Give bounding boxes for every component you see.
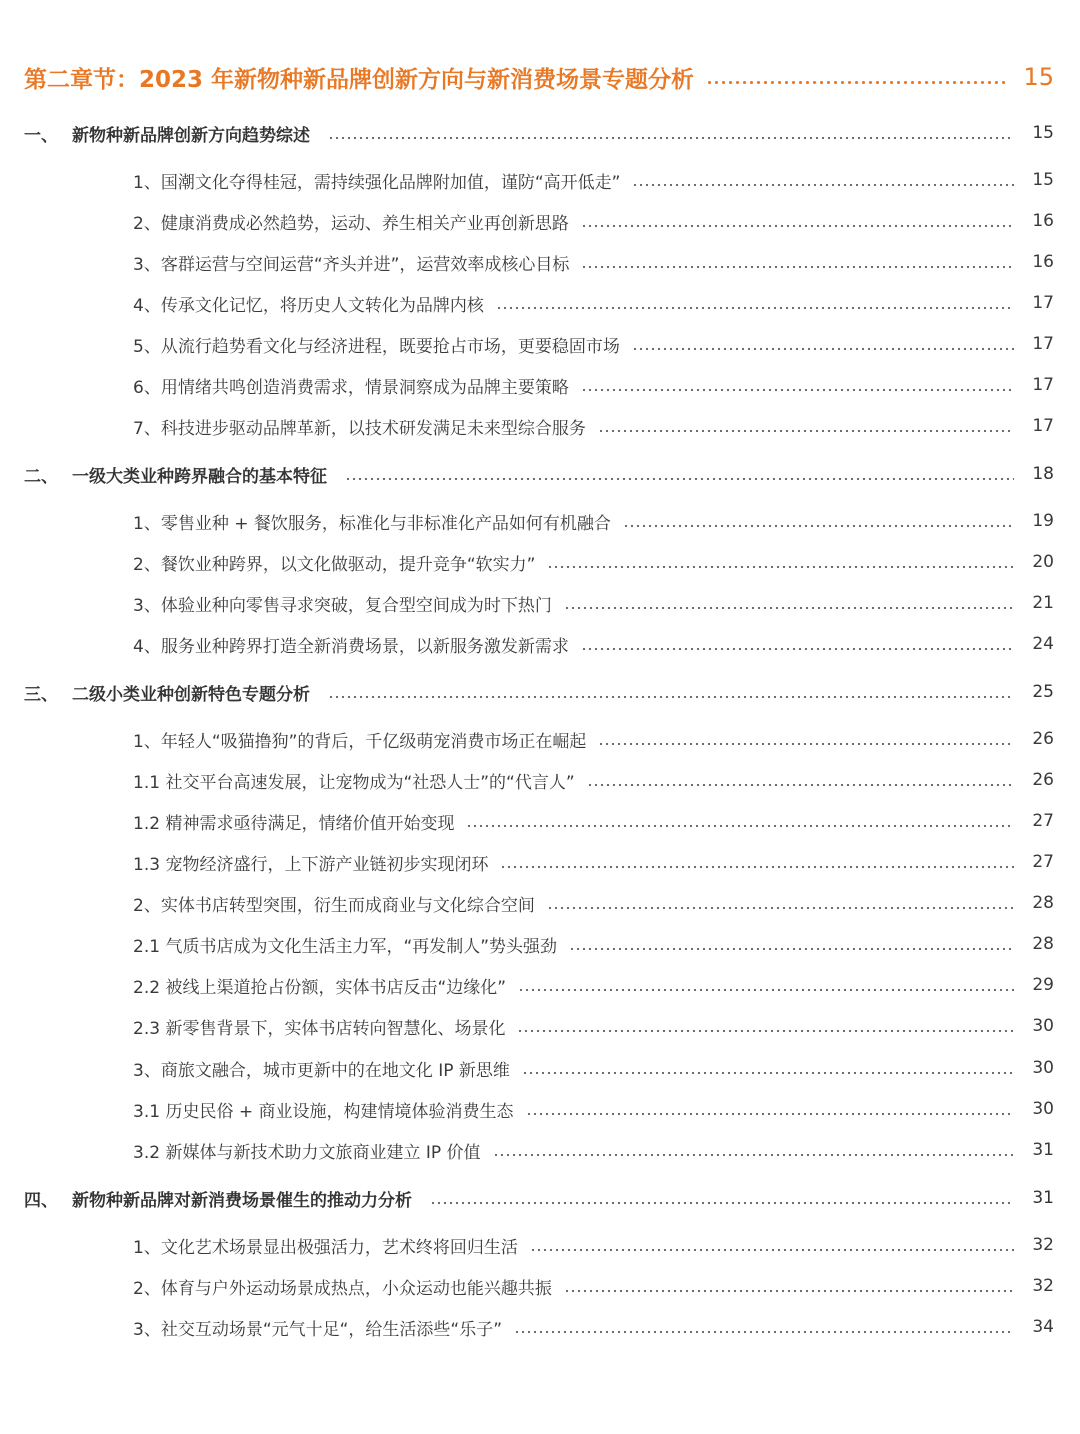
- page-number: 16: [1032, 211, 1054, 231]
- page-number: 25: [1032, 682, 1054, 702]
- item-title: 2、健康消费成必然趋势，运动、养生相关产业再创新思路: [133, 213, 569, 234]
- item-title: 1、年轻人“吸猫撸狗”的背后，千亿级萌宠消费市场正在崛起: [133, 731, 587, 752]
- toc-item: [0, 626, 1080, 662]
- item-title: 2.1 气质书店成为文化生活主力军，“再发制人”势头强劲: [133, 936, 558, 957]
- page-number: 32: [1032, 1276, 1054, 1296]
- toc-item: [0, 326, 1080, 362]
- page-number: 21: [1032, 593, 1054, 613]
- dot-leader: [496, 306, 1014, 310]
- item-title: 6、用情绪共鸣创造消费需求，情景洞察成为品牌主要策略: [133, 377, 569, 398]
- page-number: 26: [1032, 770, 1054, 790]
- toc-item: [0, 244, 1080, 280]
- page-number: 18: [1032, 464, 1054, 484]
- item-title: 7、科技进步驱动品牌革新，以技术研发满足未来型综合服务: [133, 418, 586, 439]
- page-number: 30: [1032, 1058, 1054, 1078]
- toc-item: [0, 967, 1080, 1003]
- dot-leader: [466, 824, 1014, 828]
- page-number: 17: [1032, 375, 1054, 395]
- page-number: 29: [1032, 975, 1054, 995]
- item-title: 2、餐饮业种跨界，以文化做驱动，提升竞争“软实力”: [133, 554, 536, 575]
- page-number: 17: [1032, 293, 1054, 313]
- section-title: 新物种新品牌对新消费场景催生的推动力分析: [72, 1190, 412, 1211]
- toc-item: [0, 544, 1080, 580]
- toc-item: [0, 1132, 1080, 1168]
- toc-section: [0, 674, 1080, 710]
- item-title: 3.2 新媒体与新技术助力文旅商业建立 IP 价值: [133, 1142, 481, 1163]
- dot-leader: [569, 947, 1014, 951]
- dot-leader: [430, 1201, 1014, 1205]
- dot-leader: [581, 388, 1014, 392]
- section-number: 三、: [24, 684, 58, 705]
- page-number: 30: [1032, 1099, 1054, 1119]
- toc-item: [0, 926, 1080, 962]
- page-number: 24: [1032, 634, 1054, 654]
- item-title: 1.2 精神需求亟待满足，情绪价值开始变现: [133, 813, 455, 834]
- item-title: 2、体育与户外运动场景成热点，小众运动也能兴趣共振: [133, 1278, 552, 1299]
- toc-item: [0, 844, 1080, 880]
- toc-item: [0, 1309, 1080, 1345]
- dot-leader: [547, 565, 1014, 569]
- item-title: 3、体验业种向零售寻求突破，复合型空间成为时下热门: [133, 595, 552, 616]
- toc-item: [0, 803, 1080, 839]
- dot-leader: [598, 429, 1014, 433]
- toc-item: [0, 721, 1080, 757]
- dot-leader: [530, 1248, 1014, 1252]
- dot-leader: [581, 224, 1014, 228]
- item-title: 1、国潮文化夺得桂冠，需持续强化品牌附加值，谨防“高开低走”: [133, 172, 621, 193]
- dot-leader: [328, 136, 1014, 140]
- dot-leader: [564, 606, 1014, 610]
- item-title: 1、零售业种 + 餐饮服务，标准化与非标准化产品如何有机融合: [133, 513, 611, 534]
- page-number: 31: [1032, 1140, 1054, 1160]
- dot-leader: [526, 1112, 1015, 1116]
- item-title: 4、服务业种跨界打造全新消费场景，以新服务激发新需求: [133, 636, 569, 657]
- dot-leader: [522, 1071, 1014, 1075]
- page-number: 30: [1032, 1016, 1054, 1036]
- page-number: 15: [1032, 170, 1054, 190]
- toc-section: [0, 456, 1080, 492]
- toc-item: [0, 1091, 1080, 1127]
- page-number: 31: [1032, 1188, 1054, 1208]
- page-number: 17: [1032, 334, 1054, 354]
- toc-item: [0, 408, 1080, 444]
- page-number: 20: [1032, 552, 1054, 572]
- dot-leader: [517, 1029, 1014, 1033]
- dot-leader: [345, 477, 1014, 481]
- section-number: 二、: [24, 466, 58, 487]
- section-title: 新物种新品牌创新方向趋势综述: [72, 125, 310, 146]
- toc-section: [0, 1180, 1080, 1216]
- dot-leader: [587, 783, 1014, 787]
- dot-leader: [706, 80, 1009, 85]
- toc-item: [0, 285, 1080, 321]
- toc-item: [0, 1227, 1080, 1263]
- toc-item: [0, 367, 1080, 403]
- dot-leader: [518, 988, 1014, 992]
- dot-leader: [632, 183, 1014, 187]
- dot-leader: [328, 695, 1014, 699]
- page-number: 32: [1032, 1235, 1054, 1255]
- section-number: 四、: [24, 1190, 58, 1211]
- toc-item: [0, 1268, 1080, 1304]
- page-number: 27: [1032, 852, 1054, 872]
- item-title: 3、商旅文融合，城市更新中的在地文化 IP 新思维: [133, 1060, 510, 1081]
- dot-leader: [493, 1153, 1014, 1157]
- toc-item: [0, 503, 1080, 539]
- toc-item: [0, 585, 1080, 621]
- toc-section: [0, 115, 1080, 151]
- dot-leader: [514, 1330, 1014, 1334]
- toc-item: [0, 885, 1080, 921]
- page-number: 34: [1032, 1317, 1054, 1337]
- section-title: 一级大类业种跨界融合的基本特征: [72, 466, 327, 487]
- page-number: 15: [1032, 123, 1054, 143]
- dot-leader: [547, 906, 1014, 910]
- item-title: 3.1 历史民俗 + 商业设施，构建情境体验消费生态: [133, 1101, 514, 1122]
- chapter-title: 第二章节：2023 年新物种新品牌创新方向与新消费场景专题分析: [24, 66, 695, 93]
- item-title: 4、传承文化记忆，将历史人文转化为品牌内核: [133, 295, 484, 316]
- item-title: 5、从流行趋势看文化与经济进程，既要抢占市场，更要稳固市场: [133, 336, 620, 357]
- section-number: 一、: [24, 125, 58, 146]
- toc-item: [0, 1050, 1080, 1086]
- item-title: 2.2 被线上渠道抢占份额，实体书店反击“边缘化”: [133, 977, 507, 998]
- toc-item: [0, 762, 1080, 798]
- dot-leader: [581, 647, 1014, 651]
- page-number: 28: [1032, 893, 1054, 913]
- item-title: 3、社交互动场景“元气十足“，给生活添些“乐子”: [133, 1319, 503, 1340]
- item-title: 3、客群运营与空间运营“齐头并进”，运营效率成核心目标: [133, 254, 570, 275]
- chapter-heading: [0, 59, 1080, 95]
- chapter-page-number: 15: [1023, 63, 1054, 91]
- page-number: 19: [1032, 511, 1054, 531]
- item-title: 2.3 新零售背景下，实体书店转向智慧化、场景化: [133, 1018, 506, 1039]
- item-title: 1、文化艺术场景显出极强活力，艺术终将回归生活: [133, 1237, 518, 1258]
- item-title: 1.3 宠物经济盛行，上下游产业链初步实现闭环: [133, 854, 489, 875]
- page-number: 16: [1032, 252, 1054, 272]
- dot-leader: [632, 347, 1014, 351]
- dot-leader: [623, 524, 1014, 528]
- section-title: 二级小类业种创新特色专题分析: [72, 684, 310, 705]
- dot-leader: [564, 1289, 1014, 1293]
- toc-item: [0, 162, 1080, 198]
- dot-leader: [581, 265, 1014, 269]
- toc-item: [0, 1008, 1080, 1044]
- dot-leader: [598, 742, 1014, 746]
- page-number: 17: [1032, 416, 1054, 436]
- item-title: 2、实体书店转型突围，衍生而成商业与文化综合空间: [133, 895, 535, 916]
- page-number: 28: [1032, 934, 1054, 954]
- dot-leader: [500, 865, 1014, 869]
- item-title: 1.1 社交平台高速发展，让宠物成为“社恐人士”的“代言人”: [133, 772, 575, 793]
- page-number: 26: [1032, 729, 1054, 749]
- page-number: 27: [1032, 811, 1054, 831]
- toc-item: [0, 203, 1080, 239]
